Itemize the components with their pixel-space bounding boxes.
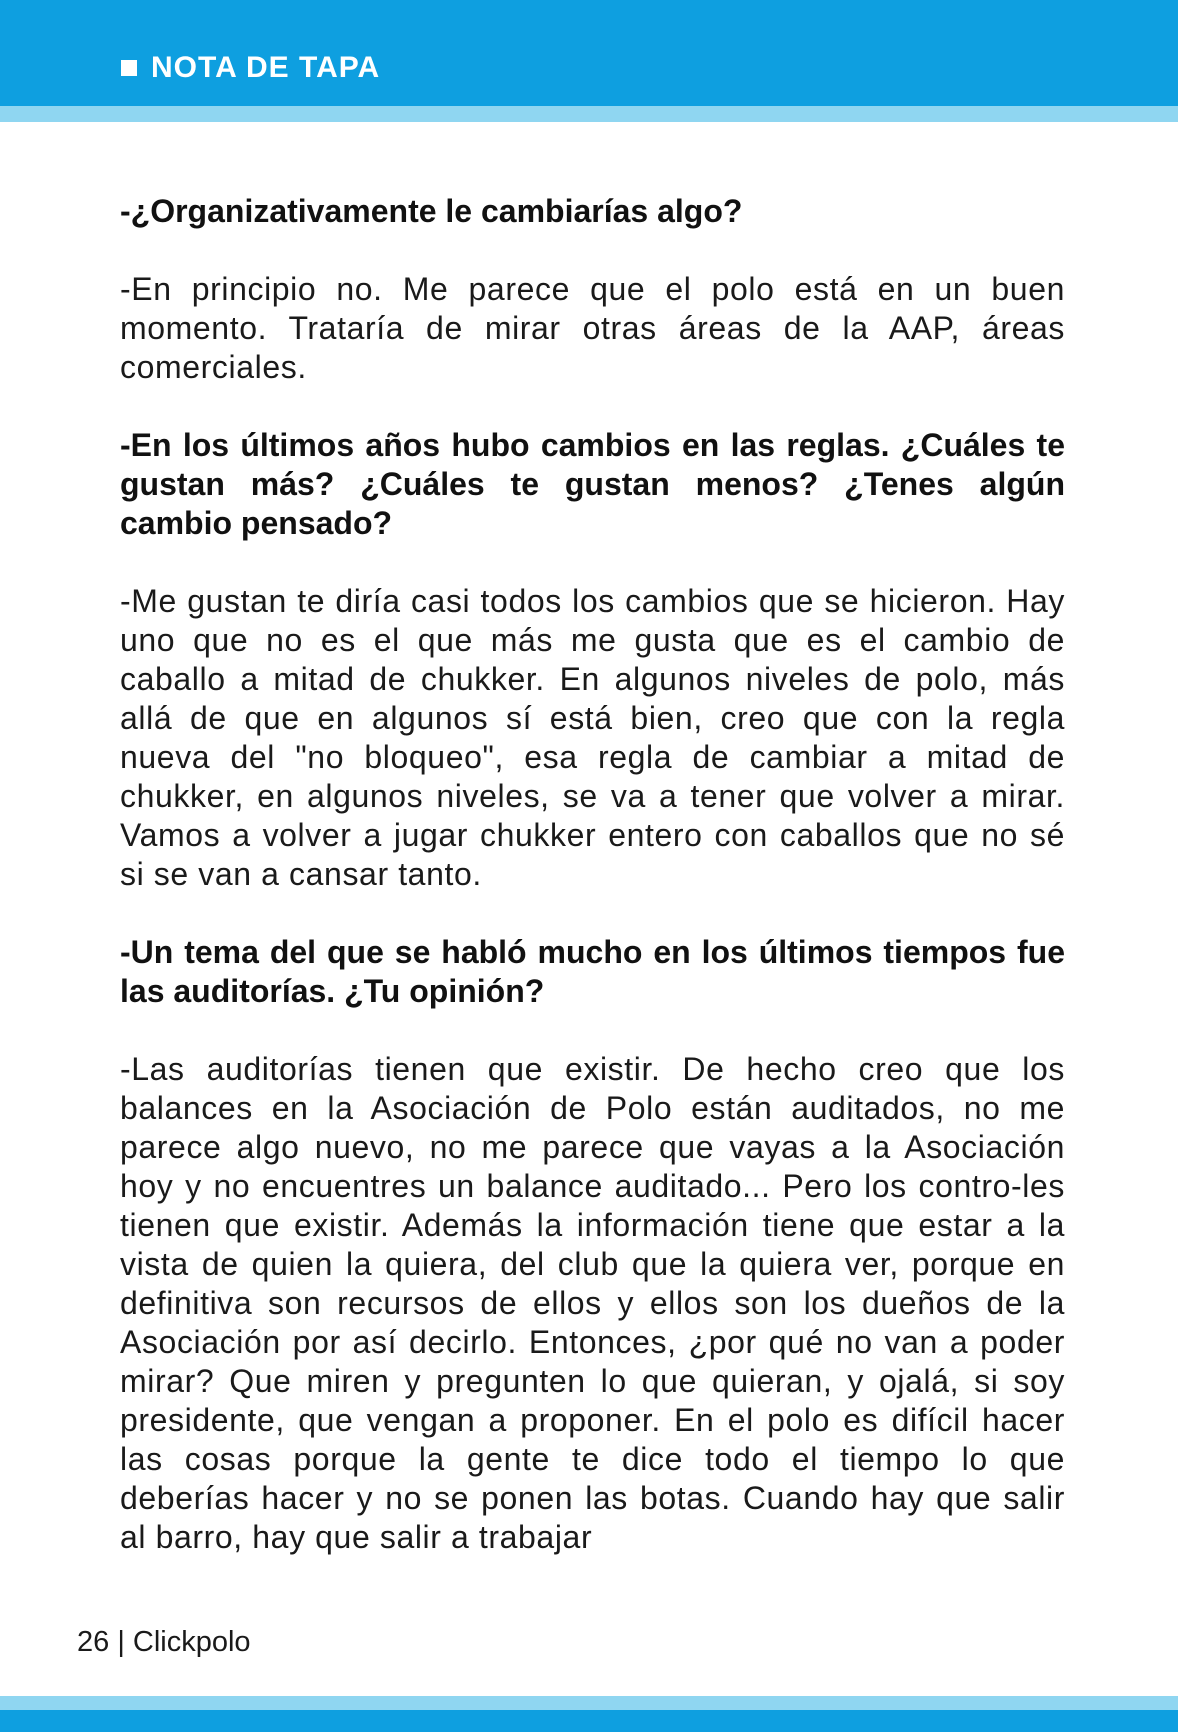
answer-3: -Las auditorías tienen que existir. De hecho creo que los balances en la Asociación de Polo están auditados, no me parece algo nuevo, no me parece que vayas a la Asociación hoy y no encuentres un balance auditado... Pero los contro-les tienen que existir. Además la información tiene que estar a la vista de quien la quiera, del club que la quiera ver, porque en definitiva son recursos de ellos y ellos son los dueños de la Asociación por así decirlo. Entonces, ¿por qué no van a poder mirar? Que miren y pregunten lo que quieran, y ojalá, si soy presidente, que vengan a proponer. En el polo es difícil hacer las cosas porque la gente te dice todo el tiempo lo que deberías hacer y no se ponen las botas. Cuando hay que salir al barro, hay que salir a trabajar xyxy=(120,1051,1065,1555)
header-stripe xyxy=(0,106,1178,122)
answer-1: -En principio no. Me parece que el polo está en un buen momento. Trataría de mirar otras áreas de la AAP, áreas comerciales. xyxy=(120,271,1065,385)
question-3: -Un tema del que se habló mucho en los últimos tiempos fue las auditorías. ¿Tu opinión? xyxy=(120,934,1065,1009)
page-footer: 26 | Clickpolo xyxy=(77,1626,251,1658)
question-2: -En los últimos años hubo cambios en las reglas. ¿Cuáles te gustan más? ¿Cuáles te gustan menos? ¿Tenes algún cambio pensado? xyxy=(120,427,1065,541)
footer-stripe xyxy=(0,1696,1178,1710)
article-body xyxy=(120,192,1065,1596)
square-bullet-icon xyxy=(121,60,137,76)
section-label-text: NOTA DE TAPA xyxy=(151,51,381,84)
answer-2: -Me gustan te diría casi todos los cambios que se hicieron. Hay uno que no es el que más me gusta que es el cambio de caballo a mitad de chukker. En algunos niveles de polo, más allá de que en algunos sí está bien, creo que con la regla nueva del "no bloqueo", esa regla de cambiar a mitad de chukker, en algunos niveles, se va a tener que volver a mirar. Vamos a volver a jugar chukker entero con caballos que no sé si se van a cansar tanto. xyxy=(120,583,1065,892)
question-1: -¿Organizativamente le cambiarías algo? xyxy=(120,193,743,229)
footer-bar xyxy=(0,1710,1178,1732)
section-label xyxy=(121,48,380,88)
